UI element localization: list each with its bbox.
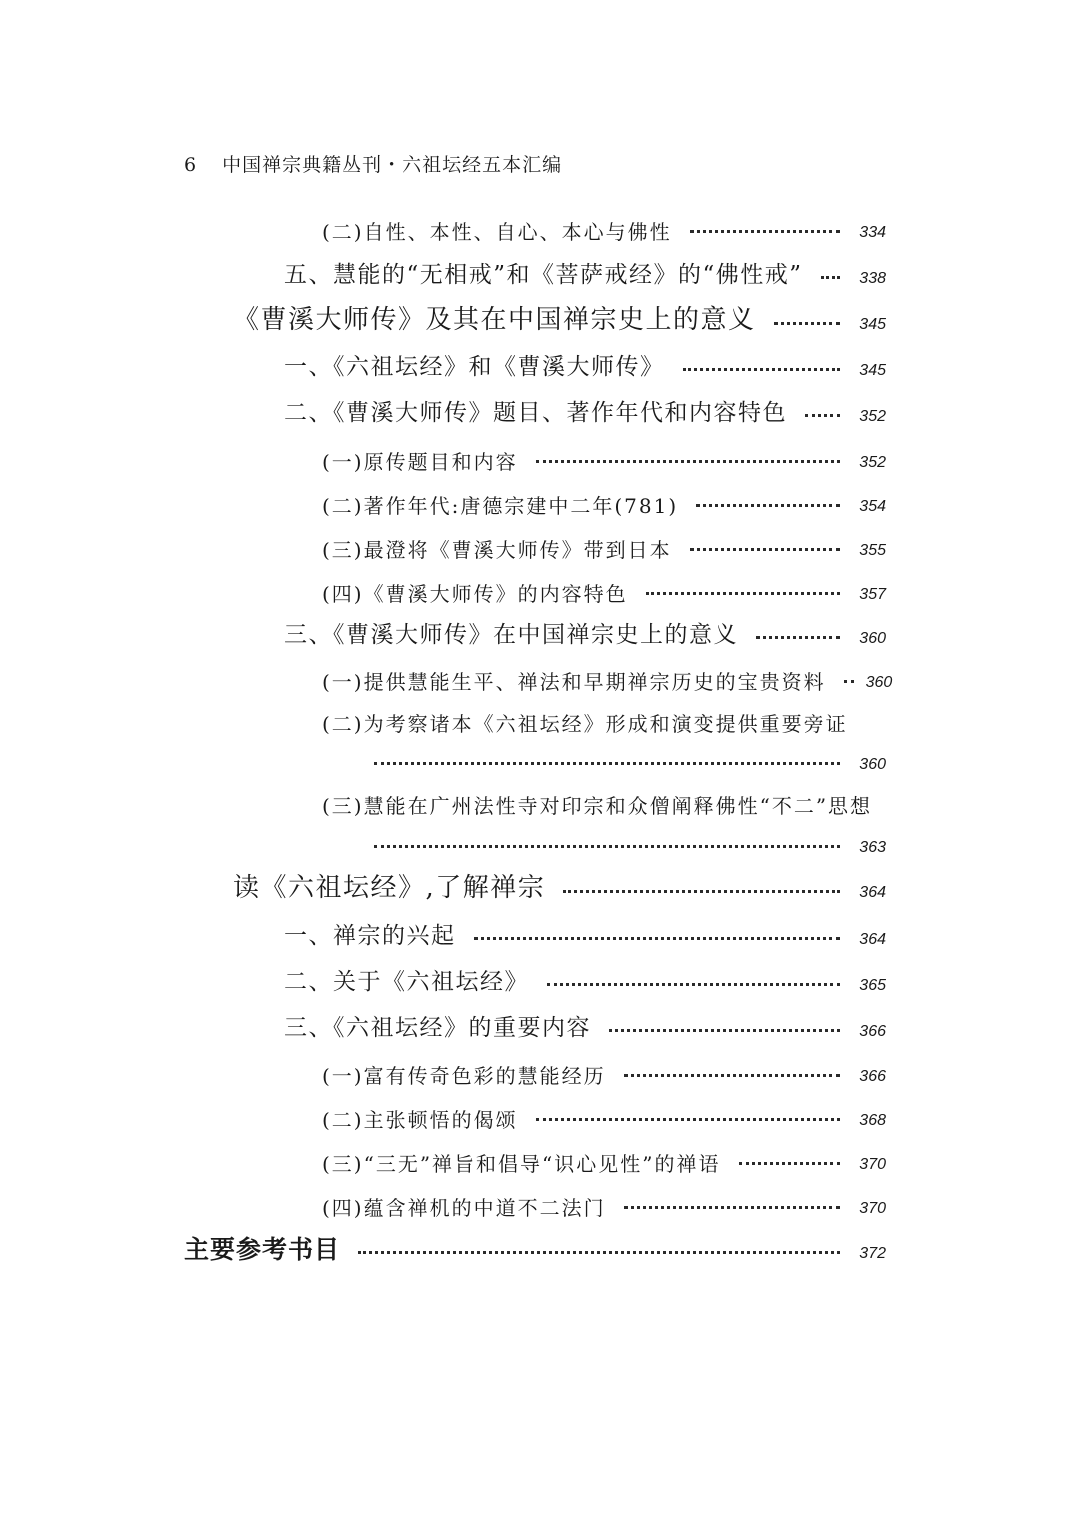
toc-entry-page: 345 xyxy=(859,361,886,379)
toc-entry-page: 355 xyxy=(859,541,886,559)
toc-entry[interactable] xyxy=(284,616,886,650)
toc-leader xyxy=(624,1206,840,1209)
toc-entry-page: 368 xyxy=(859,1111,886,1129)
toc-entry-page: 357 xyxy=(859,585,886,603)
toc-entry-page: 352 xyxy=(859,407,886,425)
header-running-title: 中国禅宗典籍丛刊・六祖坛经五本汇编 xyxy=(222,154,563,176)
toc-entry[interactable] xyxy=(322,572,886,606)
toc-entry[interactable] xyxy=(322,1098,886,1132)
toc-entry-page: 364 xyxy=(859,883,886,901)
toc-entry-title: (三)慧能在广州法性寺对印宗和众僧阐释佛性“不二”思想 xyxy=(322,794,873,818)
toc-leader xyxy=(683,368,841,371)
toc-entry-title: (三)最澄将《曹溪大师传》带到日本 xyxy=(322,538,672,562)
toc-entry[interactable] xyxy=(322,1142,886,1176)
toc-entry[interactable] xyxy=(322,660,893,694)
toc-entry-title: 一、《六祖坛经》和《曹溪大师传》 xyxy=(284,354,665,381)
toc-leader xyxy=(696,504,840,507)
toc-leader xyxy=(690,548,840,551)
toc-entry-title: (一)富有传奇色彩的慧能经历 xyxy=(322,1064,606,1088)
toc-entry-page: 338 xyxy=(859,269,886,287)
toc-entry-title: (二)为考察诸本《六祖坛经》形成和演变提供重要旁证 xyxy=(322,712,848,736)
toc-entry-title: (二)主张顿悟的偈颂 xyxy=(322,1108,518,1132)
toc-leader xyxy=(358,1251,840,1254)
toc-entry-page: 360 xyxy=(859,629,886,647)
toc-leader xyxy=(536,460,840,463)
toc-entry-title: (一)提供慧能生平、禅法和早期禅宗历史的宝贵资料 xyxy=(322,670,826,694)
toc-leader xyxy=(646,592,840,595)
toc-leader xyxy=(374,845,840,848)
toc-entry[interactable] xyxy=(322,440,886,474)
toc-entry-line1[interactable] xyxy=(322,784,886,818)
toc-entry-title: 二、关于《六祖坛经》 xyxy=(284,969,529,996)
toc-leader xyxy=(609,1029,840,1032)
toc-leader xyxy=(563,890,840,893)
toc-entry-page: 372 xyxy=(859,1244,886,1262)
toc-entry-page: 334 xyxy=(859,223,886,241)
toc-entry-line1[interactable] xyxy=(322,702,886,736)
toc-entry[interactable] xyxy=(233,870,886,904)
toc-leader xyxy=(624,1074,840,1077)
toc-entry-page: 366 xyxy=(859,1067,886,1085)
toc-entry[interactable] xyxy=(284,256,886,290)
toc-entry-page: 345 xyxy=(859,315,886,333)
toc-entry-page: 360 xyxy=(859,755,886,773)
toc-entry-page: 370 xyxy=(859,1155,886,1173)
toc-entry-page: 360 xyxy=(865,673,893,691)
toc-leader xyxy=(821,276,840,279)
toc-entry[interactable] xyxy=(322,210,886,244)
toc-leader xyxy=(739,1162,840,1165)
toc-leader xyxy=(690,230,840,233)
toc-entry-title: 《曹溪大师传》及其在中国禅宗史上的意义 xyxy=(233,304,756,335)
toc-entry[interactable] xyxy=(284,1009,886,1043)
toc-entry-title: (二)著作年代:唐德宗建中二年(781) xyxy=(322,494,679,518)
toc-entry[interactable] xyxy=(284,917,886,951)
toc-entry[interactable] xyxy=(284,963,886,997)
toc-entry-page: 364 xyxy=(859,930,886,948)
toc-entry[interactable] xyxy=(322,1186,886,1220)
toc-leader xyxy=(805,414,840,417)
toc-entry-title: 二、《曹溪大师传》题目、著作年代和内容特色 xyxy=(284,400,787,427)
toc-entry-title: 三、《曹溪大师传》在中国禅宗史上的意义 xyxy=(284,622,738,649)
toc-leader xyxy=(474,937,841,940)
toc-leader xyxy=(756,636,840,639)
header-page-number: 6 xyxy=(184,154,198,176)
toc-entry-page: 370 xyxy=(859,1199,886,1217)
toc-entry-title: 三、《六祖坛经》的重要内容 xyxy=(284,1015,591,1042)
toc-entry-page: 363 xyxy=(859,838,886,856)
toc-entry-page: 366 xyxy=(859,1022,886,1040)
toc-entry-page: 365 xyxy=(859,976,886,994)
toc-entry[interactable] xyxy=(322,484,886,518)
toc-entry[interactable] xyxy=(233,302,886,336)
toc-entry-title: 读《六祖坛经》,了解禅宗 xyxy=(233,872,546,903)
toc-entry-title: (一)原传题目和内容 xyxy=(322,450,518,474)
toc-leader xyxy=(774,322,840,325)
toc-entry-title: 一、禅宗的兴起 xyxy=(284,923,456,950)
toc-entry-line2[interactable] xyxy=(374,742,886,776)
toc-leader xyxy=(547,983,840,986)
toc-entry-page: 352 xyxy=(859,453,886,471)
toc-entry-title: (四)《曹溪大师传》的内容特色 xyxy=(322,582,628,606)
toc-entry[interactable] xyxy=(322,1054,886,1088)
toc-leader xyxy=(374,762,840,765)
toc-entry-title: (三)“三无”禅旨和倡导“识心见性”的禅语 xyxy=(322,1152,721,1176)
toc-entry-page: 354 xyxy=(859,497,886,515)
toc-entry-title: 五、慧能的“无相戒”和《菩萨戒经》的“佛性戒” xyxy=(284,262,803,289)
toc-entry-title: 主要参考书目 xyxy=(184,1235,341,1264)
toc-entry[interactable] xyxy=(322,528,886,562)
toc-entry-title: (四)蕴含禅机的中道不二法门 xyxy=(322,1196,606,1220)
toc-entry[interactable] xyxy=(284,348,886,382)
toc-leader xyxy=(844,680,854,683)
toc-entry-line2[interactable] xyxy=(374,825,886,859)
toc-entry[interactable] xyxy=(184,1231,886,1265)
toc-leader xyxy=(536,1118,840,1121)
toc-entry[interactable] xyxy=(284,394,886,428)
toc-entry-title: (二)自性、本性、自心、本心与佛性 xyxy=(322,220,672,244)
